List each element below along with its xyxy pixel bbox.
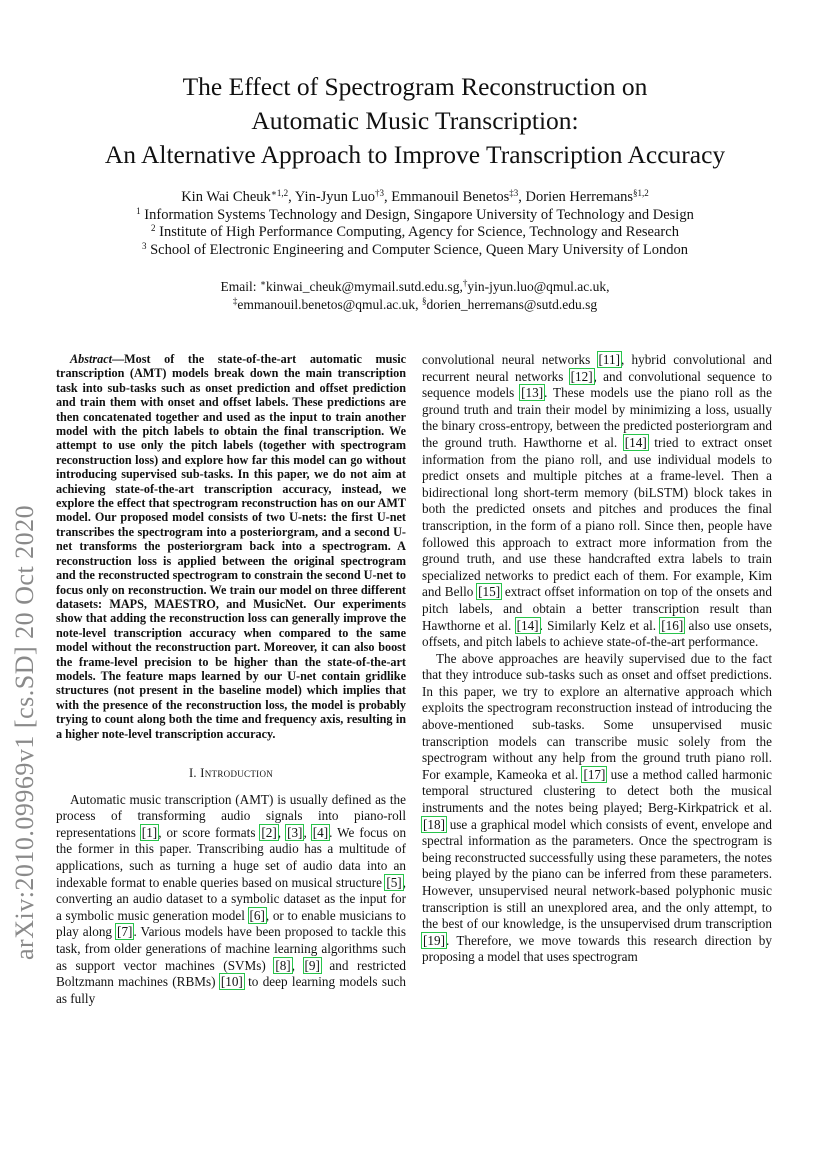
affiliation xyxy=(40,224,790,242)
paper-title xyxy=(40,70,790,172)
affiliation-number: 1 xyxy=(136,205,141,216)
author-affiliation-mark: ∗1,2 xyxy=(270,188,289,198)
title-line: The Effect of Spectrogram Reconstruction on xyxy=(182,72,648,101)
abstract-text: —Most of the state-of-the-art automatic music transcription (AMT) models break down the main transcription task into sub-tasks such as onset prediction and offset prediction and train them with onset and offset labels. These predictions are then concatenated together and used as the input to train another model with the pitch labels to obtain the final transcription. We attempt to use only the pitch labels (together with spectrogram reconstruction loss) and explore how far this model can go without introducing supervised sub-tasks. In this paper, we do not aim at achieving state-of-the-art transcription accuracy, instead, we explore the effect that spectrogram reconstruction has on our AMT model. Our proposed model consists of two U-nets: the first U-net transcribes the spectrogram into a posteriorgram, and a second U-net transforms the posteriorgram back into a spectrogram. A reconstruction loss is applied between the original spectrogram and the reconstructed spectrogram to constrain the second U-net to focus only on reconstruction. We train our model on three different datasets: MAPS, MAESTRO, and MusicNet. Our experiments show that adding the reconstruction loss can generally improve the note-level transcription accuracy when compared to the same model without the reconstruction part. Moreover, it can also boost the frame-level precision to be higher than the state-of-the-art models. The feature maps learned by our U-net contain gridlike structures (not present in the baseline model) which implies that with the presence of the reconstruction loss, the model is probably trying to count along both the time and frequency axis, resulting in a higher note-level transcription accuracy. xyxy=(56,352,406,741)
affiliation-text: Institute of High Performance Computing, Agency for Science, Technology and Research xyxy=(159,224,679,240)
intro-paragraph xyxy=(422,352,772,651)
citation-link[interactable]: [6] xyxy=(249,907,265,923)
body-text: use a graphical model which consists of event, envelope and spectral information as the parameters. Once the spectrogram is being reconstructed successfully using these parameters, the notes being played by the piano can be inferred from these parameters. However, unsupervised neural network-based polyphonic music transcription is still an unexplored area, and the only attempt, to the best of our knowledge, is the unsupervised drum transcription xyxy=(422,816,772,932)
citation-link[interactable]: [5] xyxy=(386,874,402,890)
section-heading-introduction xyxy=(56,765,406,782)
citation-link[interactable]: [16] xyxy=(661,617,684,633)
intro-paragraph xyxy=(56,792,406,1008)
citation-link[interactable]: [19] xyxy=(423,932,445,948)
section-title: Introduction xyxy=(200,765,274,780)
citation-link[interactable]: [10] xyxy=(220,974,243,990)
email-label: Email: xyxy=(220,279,260,294)
citation-link[interactable]: [15] xyxy=(478,584,501,600)
citation-link[interactable]: [2] xyxy=(261,824,277,840)
email-address[interactable]: yin-jyun.luo@qmul.ac.uk, xyxy=(467,279,610,294)
body-text: and restricted Boltzmann machines (RBMs) xyxy=(56,957,407,990)
author-name: Dorien Herremans xyxy=(525,189,634,205)
abstract xyxy=(56,352,406,741)
body-text: , or score formats xyxy=(158,824,261,840)
affiliation-number: 2 xyxy=(151,223,156,233)
email-mark: § xyxy=(421,295,427,306)
citation-link[interactable]: [7] xyxy=(117,924,133,940)
citation-link[interactable]: [8] xyxy=(275,957,291,973)
email-mark: ‡ xyxy=(232,295,238,306)
body-text: , hybrid convolutional and recurrent neural networks xyxy=(422,352,772,384)
citation-link[interactable]: [12] xyxy=(570,368,593,384)
author-list: Kin Wai Cheuk$^{∗1,2}$, Yin-Jyun Luo$^{\dagger 3}$, Emmanouil Benetos$^{\ddagger 3}$, Dorien Herremans$^{\S 1,2}$ xyxy=(181,188,649,205)
citation-link[interactable]: [13] xyxy=(521,385,544,401)
left-column xyxy=(56,352,406,1007)
title-line: An Alternative Approach to Improve Transcription Accuracy xyxy=(104,140,726,169)
author-affiliation-mark: ‡3 xyxy=(509,188,519,198)
body-text: , xyxy=(303,824,312,840)
citation-link[interactable]: [14] xyxy=(624,434,647,450)
title-line: Automatic Music Transcription: xyxy=(251,106,579,135)
citation-link[interactable]: [4] xyxy=(312,824,329,840)
body-text: tried to extract onset information from the piano roll, and use individual models to predict onsets and multiple pitches at a frame-level. Then a bidirectional long short-term memory (biLSTM) block takes in both the predicted onsets and pitches and produces the final transcription, in the form of a piano roll. Since then, people have followed this approach to extract more information from the ground truth, and use these handcrafted extra labels to train specialized networks to predict each of them. For example, Kim and Bello xyxy=(422,434,772,600)
right-column xyxy=(422,352,772,966)
body-text: also use onsets, offsets, and pitch labels to achieve state-of-the-art performance. xyxy=(422,617,772,650)
author-name: Kin Wai Cheuk xyxy=(181,189,271,205)
body-text: extract offset information on top of the onsets and pitch labels, and obtain a better transcription result than Hawthorne et al. xyxy=(422,584,772,633)
body-text: . These models use the piano roll as the ground truth and train their model by minimizing a loss, usually the binary cross-entropy, between the predicted posteriorgram and the ground truth. Hawthorne et al. xyxy=(422,385,773,450)
body-text: , and convolutional sequence to sequence models xyxy=(422,368,772,401)
email-address[interactable]: kinwai_cheuk@mymail.sutd.edu.sg, xyxy=(265,279,463,294)
author-affiliation-mark: †3 xyxy=(375,188,385,198)
body-text: use a method called harmonic temporal structured clustering to detect both the musical instruments and the notes being played; Berg-Kirkpatrick et al. xyxy=(422,766,772,816)
section-number: I. xyxy=(188,765,201,780)
affiliation-number: 3 xyxy=(141,240,147,251)
arxiv-identifier[interactable]: arXiv:2010.09969v1 [cs.SD] 20 Oct 2020 xyxy=(10,504,39,960)
citation-link[interactable]: [3] xyxy=(287,824,303,840)
email-line xyxy=(40,296,790,314)
affiliation-text: School of Electronic Engineering and Computer Science, Queen Mary University of London xyxy=(150,241,689,258)
body-text: convolutional neural networks xyxy=(422,352,598,367)
body-text: . Similarly Kelz et al. xyxy=(539,617,661,633)
email-block xyxy=(40,278,790,313)
affiliation xyxy=(40,242,790,260)
citation-link[interactable]: [14] xyxy=(516,617,539,633)
affiliation xyxy=(40,207,790,225)
email-address[interactable]: dorien_herremans@sutd.edu.sg xyxy=(426,296,598,312)
body-text: . Various models have been proposed to tackle this task, from older generations of machine learning algorithms such as support vector machines (SVMs) xyxy=(56,924,406,973)
citation-link[interactable]: [9] xyxy=(304,957,320,973)
body-text: , xyxy=(277,824,287,840)
citation-link[interactable]: [11] xyxy=(598,352,620,367)
author-name: Yin-Jyun Luo xyxy=(294,189,376,205)
body-text: , xyxy=(291,957,304,973)
body-text: . Therefore, we move towards this research direction by proposing a model that uses spectrogram xyxy=(422,932,772,965)
body-text: The above approaches are heavily supervised due to the fact that they introduce sub-tasks such as onset and offset predictions. In this paper, we try to explore an alternative approach which exploits the spectrogram reconstruction instead of introducing the above-mentioned sub-tasks. Some unsupervised music transcription models can transcribe music solely from the spectrogram without any help from the ground truth piano roll. For example, Kameoka et al. xyxy=(422,650,772,782)
body-text: , converting an audio dataset to a symbolic dataset as the input for a symbolic music generation model xyxy=(56,874,406,923)
affiliation-text: Information Systems Technology and Design, Singapore University of Technology and Design xyxy=(144,206,694,223)
author-block xyxy=(40,189,790,259)
author-name: Emmanouil Benetos xyxy=(391,189,510,205)
body-text: . We focus on the former in this paper. Transcribing audio has a multitude of applications, such as turning a huge set of audio data into an indexable format to enable queries based on musical structure xyxy=(56,824,407,890)
email-mark: † xyxy=(462,278,468,288)
author-affiliation-mark: §1,2 xyxy=(633,188,649,198)
intro-paragraph xyxy=(422,651,772,966)
citation-link[interactable]: [17] xyxy=(583,766,606,782)
email-mark: ∗ xyxy=(259,278,266,288)
body-text: Automatic music transcription (AMT) is usually defined as the process of transforming audio signals into piano-roll representations xyxy=(56,791,406,840)
citation-link[interactable]: [18] xyxy=(423,816,445,832)
body-text: , or to enable musicians to play along xyxy=(56,907,407,940)
email-address[interactable]: emmanouil.benetos@qmul.ac.uk, xyxy=(237,296,422,312)
abstract-label: Abstract xyxy=(70,352,112,366)
body-text: to deep learning models such as fully xyxy=(56,974,406,1006)
email-line xyxy=(40,278,790,296)
citation-link[interactable]: [1] xyxy=(141,824,158,840)
